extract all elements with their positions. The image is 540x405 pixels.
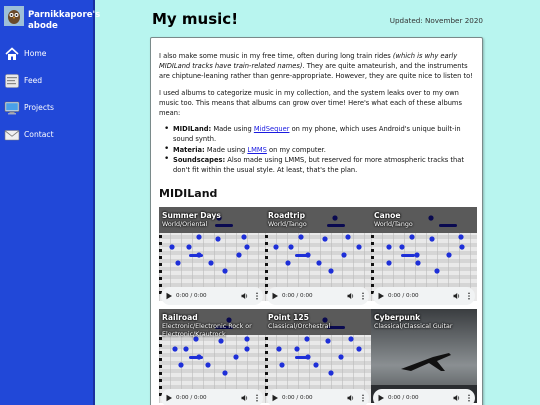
nav-item-feed[interactable] [0, 67, 93, 94]
track-time: 0:00 / 0:00 [176, 395, 207, 402]
site-brand[interactable] [0, 0, 101, 40]
volume-icon[interactable] [453, 292, 461, 300]
track-time: 0:00 / 0:00 [282, 395, 313, 402]
nav-label-feed: Feed [24, 76, 43, 85]
play-icon[interactable] [165, 394, 173, 402]
track-time: 0:00 / 0:00 [176, 293, 207, 300]
nav-label-home: Home [24, 49, 47, 58]
track-title: Canoe [374, 211, 401, 221]
more-options-icon[interactable] [361, 394, 365, 402]
play-icon[interactable] [377, 394, 385, 402]
nav-label-projects: Projects [24, 103, 54, 112]
nav-item-contact[interactable] [0, 121, 93, 148]
track-genre: Classical/Orchestral [268, 323, 331, 331]
track-card [159, 309, 265, 405]
track-title: Cyberpunk [374, 313, 421, 323]
midsequer-link[interactable]: MidSequer [253, 125, 290, 134]
track-card [371, 207, 477, 309]
audio-player[interactable] [161, 287, 263, 305]
volume-icon[interactable] [453, 394, 461, 402]
track-card [371, 309, 477, 405]
page-title: My music! [152, 10, 239, 28]
track-title: Railroad [162, 313, 198, 323]
track-genre: World/Tango [268, 221, 307, 229]
volume-icon[interactable] [241, 394, 249, 402]
lmms-link[interactable]: LMMS [247, 145, 267, 154]
main-content [97, 0, 540, 405]
play-icon[interactable] [271, 394, 279, 402]
play-icon[interactable] [165, 292, 173, 300]
track-title: Roadtrip [268, 211, 306, 221]
updated-date: Updated: November 2020 [389, 16, 483, 25]
music-card [150, 37, 483, 405]
album-def-soundscapes: • Soundscapes: Also made using LMMS, but reserved for more atmospheric tracks that don't fit within the usual style. At least, that's the plan. [173, 155, 474, 175]
projects-icon [4, 100, 20, 116]
play-icon[interactable] [271, 292, 279, 300]
nav-item-projects[interactable] [0, 94, 93, 121]
intro-paragraph-2: I used albums to categorize music in my collection, and the system leaks over to my own music too. This means that albums can grow over time! Here's what each of these albums mean: [159, 88, 462, 118]
track-title: Summer Days [162, 211, 221, 221]
site-title: Parnikkapore's abode [28, 10, 101, 31]
volume-icon[interactable] [241, 292, 249, 300]
album-def-midiland: • MIDILand: Made using MidSequer on my phone, which uses Android's unique built-in sound synth. [173, 124, 474, 144]
more-options-icon[interactable] [255, 292, 259, 300]
track-grid [159, 207, 477, 405]
audio-player[interactable] [267, 389, 369, 405]
more-options-icon[interactable] [467, 292, 471, 300]
home-icon [4, 46, 20, 62]
audio-player[interactable] [161, 389, 263, 405]
track-card [159, 207, 265, 309]
sidebar [0, 0, 101, 405]
track-card [265, 309, 371, 405]
nav-label-contact: Contact [24, 130, 54, 139]
owl-logo-icon [4, 6, 24, 26]
section-title-midiland: MIDILand [159, 187, 218, 201]
volume-icon[interactable] [347, 394, 355, 402]
album-definitions [159, 124, 474, 175]
nav-item-home[interactable] [0, 40, 93, 67]
more-options-icon[interactable] [255, 394, 259, 402]
audio-player[interactable] [373, 389, 475, 405]
track-title: Point 125 [268, 313, 309, 323]
track-genre: World/Oriental [162, 221, 208, 229]
track-genre: Electronic/Electronic Rock or Electronic/Krautrock [162, 323, 252, 339]
audio-player[interactable] [373, 287, 475, 305]
feed-icon [4, 73, 20, 89]
track-time: 0:00 / 0:00 [388, 395, 419, 402]
play-icon[interactable] [377, 292, 385, 300]
more-options-icon[interactable] [467, 394, 471, 402]
intro-paragraph-1: I also make some music in my free time, often during long train rides (which is why early MIDILand tracks have train-related names). They are quite amateurish, and the instruments are chiptune-leaning rather than genre-appropriate. However, they are quite nice to listen to! [159, 52, 473, 81]
track-card [265, 207, 371, 309]
track-genre: World/Tango [374, 221, 413, 229]
audio-player[interactable] [267, 287, 369, 305]
album-def-materia: • Materia: Made using LMMS on my computer. [173, 145, 474, 155]
track-time: 0:00 / 0:00 [388, 293, 419, 300]
volume-icon[interactable] [347, 292, 355, 300]
track-time: 0:00 / 0:00 [282, 293, 313, 300]
more-options-icon[interactable] [361, 292, 365, 300]
track-genre: Classical/Classical Guitar [374, 323, 453, 331]
contact-icon [4, 127, 20, 143]
intro-emphasis: (which is why early MIDILand tracks have train-related names) [159, 52, 458, 71]
